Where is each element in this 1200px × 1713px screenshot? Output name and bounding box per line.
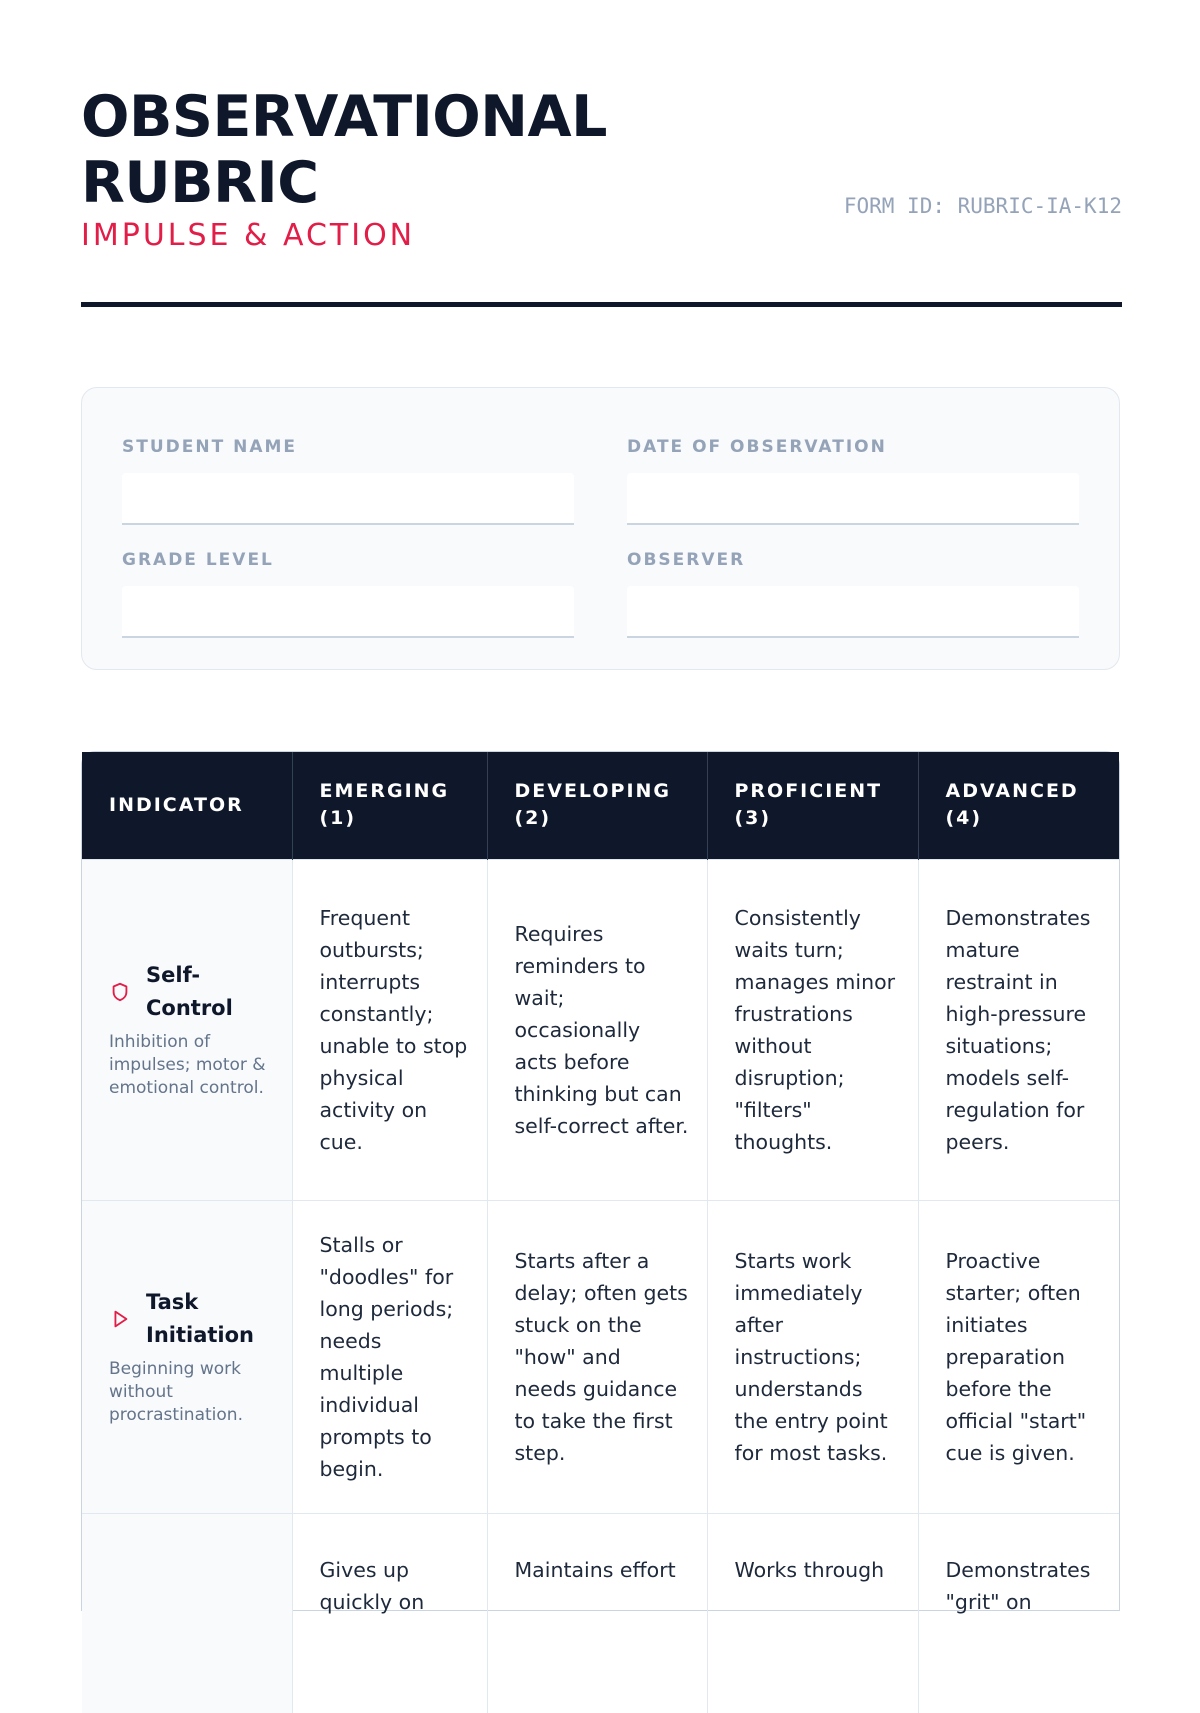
indicator-name: Self-Control	[146, 963, 233, 1020]
level-cell-emerging: Gives up quickly on	[292, 1513, 487, 1713]
header-proficient: PROFICIENT (3)	[707, 752, 918, 859]
page-header	[81, 84, 1122, 306]
grade-level-label: GRADE LEVEL	[122, 550, 274, 570]
grade-level-input[interactable]	[122, 586, 574, 638]
indicator-cell	[82, 1513, 292, 1713]
shield-icon	[109, 981, 131, 1003]
date-of-observation-label: DATE OF OBSERVATION	[627, 437, 887, 457]
table-row	[82, 859, 1119, 1200]
level-cell-developing: Starts after a delay; often gets stuck on the "how" and needs guidance to take the first step.	[487, 1200, 707, 1513]
level-cell-advanced: Demonstrates mature restraint in high-pressure situations; models self-regulation for peers.	[945, 905, 1091, 1154]
indicator-description: Inhibition of impulses; motor & emotional control.	[109, 1032, 266, 1098]
level-cell-proficient: Works through	[707, 1513, 918, 1713]
level-cell-advanced: Proactive starter; often initiates preparation before the official "start" cue is given.	[945, 1248, 1087, 1465]
page-subtitle: IMPULSE & ACTION	[81, 218, 416, 253]
play-icon	[109, 1308, 131, 1330]
indicator-cell	[82, 859, 292, 1200]
page-title: OBSERVATIONAL RUBRIC	[81, 84, 607, 216]
level-cell-emerging: Frequent outbursts; interrupts constantly; unable to stop physical activity on cue.	[292, 859, 487, 1200]
level-cell-proficient: Consistently waits turn; manages minor frustrations without disruption; "filters" thoughts.	[707, 859, 918, 1200]
indicator-name: Task Initiation	[146, 1290, 254, 1347]
level-cell-proficient: Starts work immediately after instructions; understands the entry point for most tasks.	[707, 1200, 918, 1513]
observer-label: OBSERVER	[627, 550, 746, 570]
level-cell-developing: Requires reminders to wait; occasionally acts before thinking but can self-correct after.	[487, 859, 707, 1200]
header-advanced: ADVANCED (4)	[945, 780, 1079, 830]
rubric-header-row	[82, 752, 1119, 859]
header-emerging: EMERGING (1)	[292, 752, 487, 859]
table-row	[82, 1200, 1119, 1513]
indicator-cell	[82, 1200, 292, 1513]
header-indicator: INDICATOR	[82, 752, 292, 859]
student-name-label: STUDENT NAME	[122, 437, 298, 457]
level-cell-emerging: Stalls or "doodles" for long periods; needs multiple individual prompts to begin.	[292, 1200, 487, 1513]
header-divider	[81, 302, 1122, 307]
observer-input[interactable]	[627, 586, 1079, 638]
form-id: FORM ID: RUBRIC-IA-K12	[843, 194, 1122, 218]
level-cell-developing: Maintains effort	[487, 1513, 707, 1713]
rubric-table-container	[81, 751, 1120, 1614]
table-row	[82, 1513, 1119, 1713]
student-name-input[interactable]	[122, 473, 574, 525]
header-developing: DEVELOPING (2)	[487, 752, 707, 859]
level-cell-advanced: Demonstrates "grit" on	[945, 1557, 1091, 1614]
student-info-card	[81, 387, 1120, 670]
date-of-observation-input[interactable]	[627, 473, 1079, 525]
indicator-description: Beginning work without procrastination.	[109, 1359, 243, 1425]
rubric-table	[82, 752, 1119, 1713]
